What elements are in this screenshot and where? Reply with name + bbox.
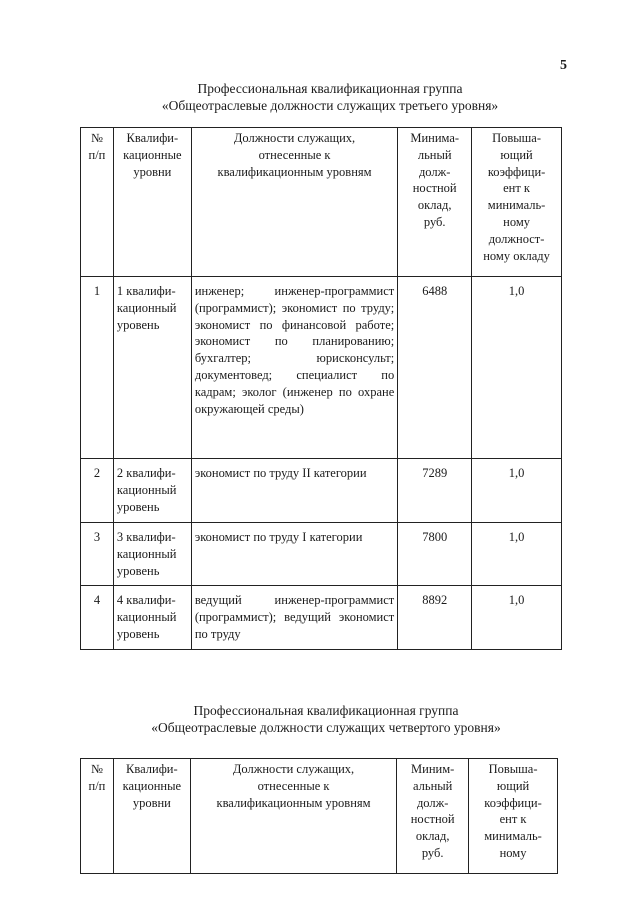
row-positions: инженер; инженер-программист (программист); экономист по труду; экономист по финансовой работе; экономист по планированию; бухгалтер; юрисконсульт; документовед; специалист по кадрам; эколог (инженер по охране окружающей среды) (191, 277, 397, 459)
group3-table (80, 127, 562, 650)
table-row (81, 459, 562, 523)
header-num: № п/п (81, 128, 114, 277)
group4-heading (6, 702, 640, 736)
table-header-row (81, 128, 562, 277)
header-level: Квалифи- кационные уровни (113, 759, 190, 874)
row-coef: 1,0 (472, 523, 562, 586)
header-level: Квалифи- кационные уровни (113, 128, 191, 277)
header-positions: Должности служащих, отнесенные к квалификационным уровням (191, 128, 397, 277)
header-coef: Повыша- ющий коэффици- ент к минималь- ному (469, 759, 558, 874)
header-positions: Должности служащих, отнесенные к квалификационным уровням (190, 759, 396, 874)
table-header-row (81, 759, 558, 874)
row-coef: 1,0 (472, 586, 562, 650)
row-level: 2 квалифи- кационный уровень (113, 459, 191, 523)
table-row (81, 586, 562, 650)
table-row (81, 523, 562, 586)
row-coef: 1,0 (472, 459, 562, 523)
row-positions: ведущий инженер-программист (программист); ведущий экономист по труду (191, 586, 397, 650)
row-level: 4 квалифи- кационный уровень (113, 586, 191, 650)
row-salary: 8892 (398, 586, 472, 650)
group3-title-line1: Профессиональная квалификационная группа (197, 81, 463, 96)
group4-table (80, 758, 558, 874)
table-row (81, 277, 562, 459)
page-number: 5 (560, 58, 567, 73)
row-num: 2 (81, 459, 114, 523)
row-num: 3 (81, 523, 114, 586)
row-positions: экономист по труду I категории (191, 523, 397, 586)
row-salary: 7289 (398, 459, 472, 523)
row-salary: 6488 (398, 277, 472, 459)
row-num: 4 (81, 586, 114, 650)
group3-heading (10, 80, 640, 114)
row-level: 3 квалифи- кационный уровень (113, 523, 191, 586)
header-salary: Минима- льный долж- ностной оклад, руб. (398, 128, 472, 277)
row-positions: экономист по труду II категории (191, 459, 397, 523)
group4-title-line2: «Общеотраслевые должности служащих четвертого уровня» (151, 720, 501, 735)
group3-title-line2: «Общеотраслевые должности служащих третьего уровня» (161, 98, 499, 113)
header-num: № п/п (81, 759, 114, 874)
row-num: 1 (81, 277, 114, 459)
row-coef: 1,0 (472, 277, 562, 459)
header-coef: Повыша- ющий коэффици- ент к минималь- ному должност- ному окладу (472, 128, 562, 277)
header-salary: Миним- альный долж- ностной оклад, руб. (397, 759, 469, 874)
row-salary: 7800 (398, 523, 472, 586)
row-level: 1 квалифи- кационный уровень (113, 277, 191, 459)
group4-title-line1: Профессиональная квалификационная группа (193, 703, 459, 718)
